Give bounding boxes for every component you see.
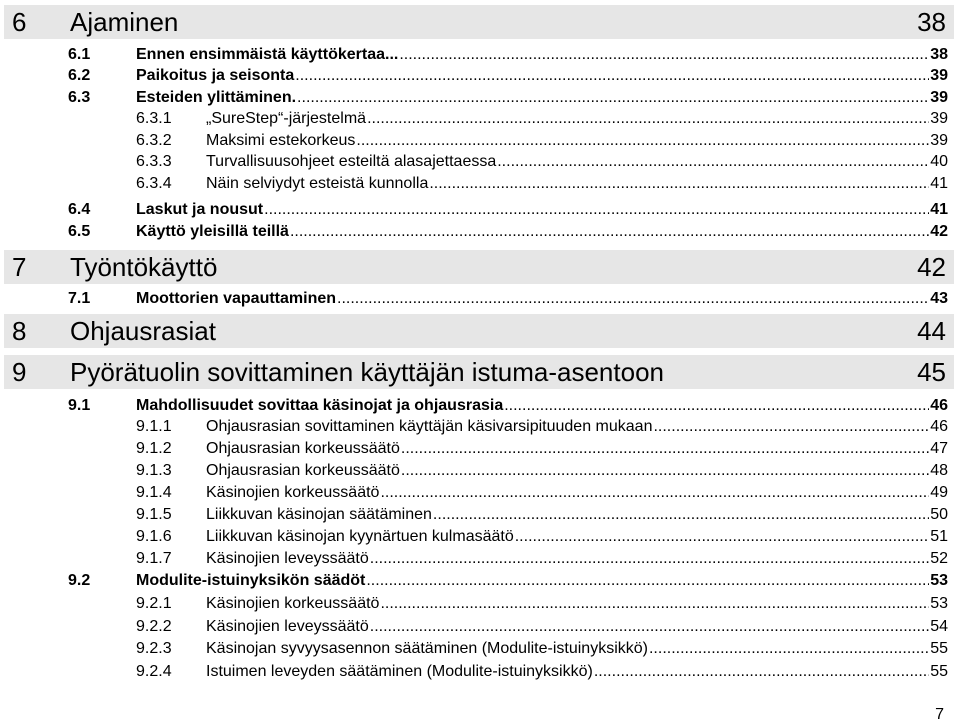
toc-entry-6-3-3[interactable] bbox=[136, 151, 948, 173]
entry-number: 9.1.5 bbox=[136, 506, 172, 523]
entry-page: 41 bbox=[930, 201, 948, 218]
entry-title: Ohjausrasian korkeussäätö bbox=[206, 440, 400, 457]
entry-title: Istuimen leveyden säätäminen (Modulite-istuinyksikkö) bbox=[206, 663, 593, 680]
entry-page: 51 bbox=[930, 528, 948, 545]
chapter-title: Pyörätuolin sovittaminen käyttäjän istuma-asentoon bbox=[70, 357, 664, 387]
entry-number: 9.2.2 bbox=[136, 618, 172, 635]
chapter-number: 6 bbox=[12, 7, 27, 37]
entry-page: 38 bbox=[930, 46, 948, 63]
dot-leader bbox=[653, 416, 929, 438]
entry-title: Käsinojien leveyssäätö bbox=[206, 550, 369, 567]
toc-entry-6-3-2[interactable] bbox=[136, 130, 948, 152]
toc-entry-6-3-1[interactable] bbox=[136, 108, 948, 130]
chapter-page: 42 bbox=[917, 252, 946, 282]
entry-number: 7.1 bbox=[68, 290, 91, 307]
entry-page: 40 bbox=[930, 153, 948, 170]
entry-title: Modulite-istuinyksikön säädöt bbox=[136, 572, 366, 589]
entry-number: 9.2 bbox=[68, 572, 91, 589]
entry-number: 9.2.1 bbox=[136, 595, 172, 612]
entry-title: Käsinojien korkeussäätö bbox=[206, 595, 380, 612]
entry-title: Laskut ja nousut bbox=[136, 201, 264, 218]
entry-number: 9.1 bbox=[68, 397, 91, 414]
entry-number: 6.2 bbox=[68, 67, 91, 84]
toc-entry-6-5[interactable] bbox=[68, 221, 948, 243]
toc-entry-6-2[interactable] bbox=[68, 65, 948, 87]
dot-leader bbox=[649, 638, 929, 660]
entry-title: Moottorien vapauttaminen bbox=[136, 290, 337, 307]
entry-title: Käsinojien leveyssäätö bbox=[206, 618, 369, 635]
entry-number: 9.1.3 bbox=[136, 462, 172, 479]
toc-entry-9-1-1[interactable] bbox=[136, 416, 948, 438]
chapter-page: 45 bbox=[917, 357, 946, 387]
dot-leader bbox=[380, 482, 929, 504]
toc-entry-9-1-5[interactable] bbox=[136, 504, 948, 526]
entry-page: 55 bbox=[930, 640, 948, 657]
entry-number: 6.3.2 bbox=[136, 132, 172, 149]
entry-page: 46 bbox=[930, 397, 948, 414]
entry-number: 6.4 bbox=[68, 201, 91, 218]
entry-number: 9.1.2 bbox=[136, 440, 172, 457]
toc-entry-7-1[interactable] bbox=[68, 288, 948, 310]
entry-title: Käsinojan syvyysasennon säätäminen (Modulite-istuinyksikkö) bbox=[206, 640, 648, 657]
dot-leader bbox=[515, 526, 929, 548]
entry-number: 6.3.1 bbox=[136, 110, 172, 127]
entry-title: Liikkuvan käsinojan säätäminen bbox=[206, 506, 432, 523]
entry-title: Mahdollisuudet sovittaa käsinojat ja ohjausrasia bbox=[136, 397, 504, 414]
dot-leader bbox=[380, 593, 929, 615]
entry-page: 42 bbox=[930, 223, 948, 240]
entry-page: 52 bbox=[930, 550, 948, 567]
toc-entry-9-2-2[interactable] bbox=[136, 616, 948, 638]
toc-entry-9-2[interactable] bbox=[68, 570, 948, 592]
dot-leader bbox=[297, 87, 929, 109]
dot-leader bbox=[433, 504, 929, 526]
chapter-page: 38 bbox=[917, 7, 946, 37]
entry-number: 6.1 bbox=[68, 46, 91, 63]
chapter-title: Ajaminen bbox=[70, 7, 179, 37]
entry-page: 39 bbox=[930, 132, 948, 149]
dot-leader bbox=[290, 221, 929, 243]
entry-number: 9.1.1 bbox=[136, 418, 172, 435]
entry-title: Turvallisuusohjeet esteiltä alasajettaessa bbox=[206, 153, 497, 170]
entry-title: Paikoitus ja seisonta bbox=[136, 67, 295, 84]
entry-title: „SureStep“-järjestelmä bbox=[206, 110, 367, 127]
entry-number: 6.3.4 bbox=[136, 175, 172, 192]
chapter-number: 7 bbox=[12, 252, 27, 282]
toc-chapter-8[interactable] bbox=[4, 314, 954, 348]
chapter-number: 9 bbox=[12, 357, 27, 387]
toc-chapter-9[interactable] bbox=[4, 355, 954, 389]
entry-title: Ohjausrasian korkeussäätö bbox=[206, 462, 400, 479]
toc-entry-9-2-3[interactable] bbox=[136, 638, 948, 660]
chapter-title: Työntökäyttö bbox=[70, 252, 218, 282]
toc-entry-6-1[interactable] bbox=[68, 44, 948, 66]
toc-chapter-6[interactable] bbox=[4, 5, 954, 39]
entry-title: Esteiden ylittäminen. bbox=[136, 89, 297, 106]
dot-leader bbox=[370, 548, 929, 570]
toc-entry-9-1-6[interactable] bbox=[136, 526, 948, 548]
entry-page: 54 bbox=[930, 618, 948, 635]
dot-leader bbox=[367, 108, 929, 130]
entry-title: Maksimi estekorkeus bbox=[206, 132, 356, 149]
entry-page: 39 bbox=[930, 89, 948, 106]
toc-entry-6-3-4[interactable] bbox=[136, 173, 948, 195]
entry-page: 39 bbox=[930, 67, 948, 84]
entry-number: 6.5 bbox=[68, 223, 91, 240]
entry-number: 9.1.4 bbox=[136, 484, 172, 501]
toc-entry-9-2-1[interactable] bbox=[136, 593, 948, 615]
entry-title: Liikkuvan käsinojan kyynärtuen kulmasäätö bbox=[206, 528, 514, 545]
dot-leader bbox=[497, 151, 929, 173]
dot-leader bbox=[356, 130, 929, 152]
toc-entry-9-1-2[interactable] bbox=[136, 438, 948, 460]
toc-chapter-7[interactable] bbox=[4, 250, 954, 284]
entry-title: Ohjausrasian sovittaminen käyttäjän käsivarsipituuden mukaan bbox=[206, 418, 653, 435]
chapter-page: 44 bbox=[917, 316, 946, 346]
dot-leader bbox=[594, 661, 929, 683]
toc-entry-9-1-7[interactable] bbox=[136, 548, 948, 570]
entry-number: 9.1.7 bbox=[136, 550, 172, 567]
entry-number: 6.3 bbox=[68, 89, 91, 106]
dot-leader bbox=[264, 199, 929, 221]
page-number: 7 bbox=[935, 706, 944, 723]
entry-page: 39 bbox=[930, 110, 948, 127]
dot-leader bbox=[401, 438, 929, 460]
entry-title: Käyttö yleisillä teillä bbox=[136, 223, 289, 240]
entry-page: 47 bbox=[930, 440, 948, 457]
toc-entry-9-1-3[interactable] bbox=[136, 460, 948, 482]
dot-leader bbox=[401, 460, 929, 482]
chapter-number: 8 bbox=[12, 316, 27, 346]
entry-page: 41 bbox=[930, 175, 948, 192]
dot-leader bbox=[399, 44, 929, 66]
dot-leader bbox=[295, 65, 929, 87]
toc-entry-9-1-4[interactable] bbox=[136, 482, 948, 504]
dot-leader bbox=[337, 288, 929, 310]
entry-page: 46 bbox=[930, 418, 948, 435]
entry-page: 43 bbox=[930, 290, 948, 307]
entry-page: 50 bbox=[930, 506, 948, 523]
dot-leader bbox=[504, 395, 929, 417]
toc-entry-6-3[interactable] bbox=[68, 87, 948, 109]
chapter-title: Ohjausrasiat bbox=[70, 316, 216, 346]
entry-title: Käsinojien korkeussäätö bbox=[206, 484, 380, 501]
entry-number: 9.1.6 bbox=[136, 528, 172, 545]
dot-leader bbox=[429, 173, 929, 195]
entry-page: 48 bbox=[930, 462, 948, 479]
entry-page: 53 bbox=[930, 595, 948, 612]
dot-leader bbox=[366, 570, 929, 592]
entry-title: Ennen ensimmäistä käyttökertaa... bbox=[136, 46, 399, 63]
dot-leader bbox=[370, 616, 929, 638]
entry-page: 49 bbox=[930, 484, 948, 501]
entry-page: 55 bbox=[930, 663, 948, 680]
entry-number: 9.2.3 bbox=[136, 640, 172, 657]
entry-title: Näin selviydyt esteistä kunnolla bbox=[206, 175, 429, 192]
toc-entry-6-4[interactable] bbox=[68, 199, 948, 221]
entry-number: 6.3.3 bbox=[136, 153, 172, 170]
toc-entry-9-2-4[interactable] bbox=[136, 661, 948, 683]
toc-entry-9-1[interactable] bbox=[68, 395, 948, 417]
entry-number: 9.2.4 bbox=[136, 663, 172, 680]
entry-page: 53 bbox=[930, 572, 948, 589]
